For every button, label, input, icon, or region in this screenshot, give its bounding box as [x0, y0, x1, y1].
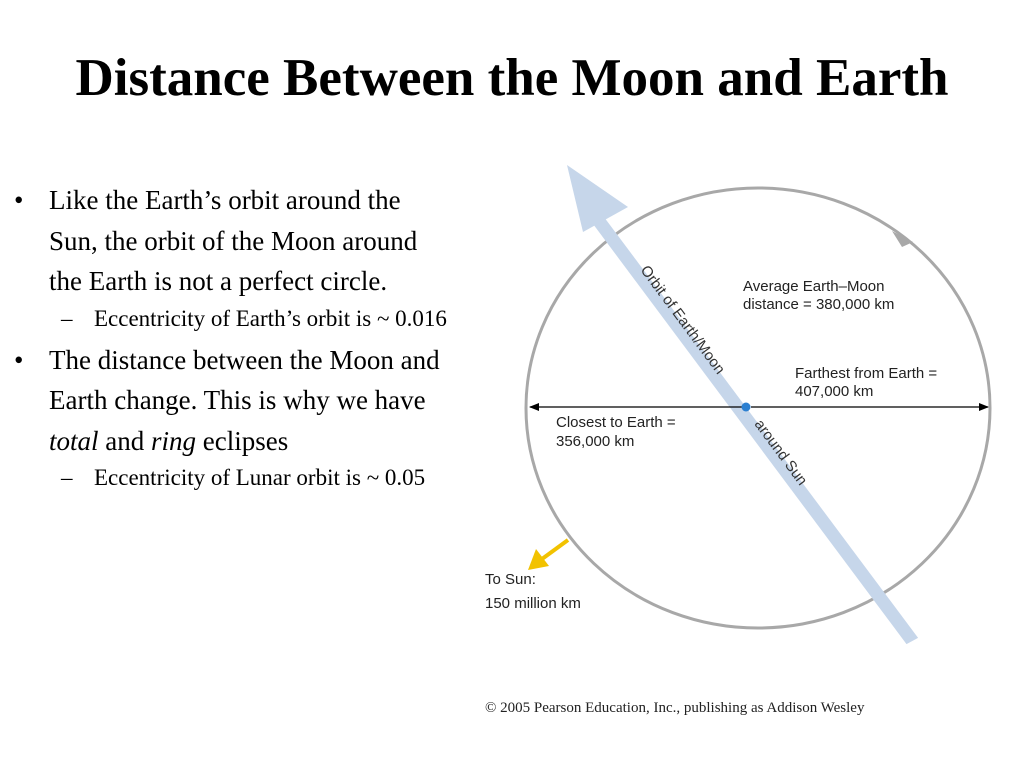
farthest-distance-label-line2: 407,000 km [795, 383, 874, 400]
bullet-italic-word: ring [151, 425, 197, 456]
average-distance-label-line2: distance = 380,000 km [743, 296, 895, 313]
bullet-list [14, 180, 454, 499]
sub-bullet-marker: – [61, 305, 73, 331]
closest-distance-label-line1: Closest to Earth = [556, 414, 676, 431]
sun-direction-arrow-icon [528, 540, 568, 570]
band-label-top: Orbit of Earth/Moon [636, 262, 729, 378]
sub-bullet-marker: – [61, 465, 73, 490]
farthest-distance-label-line1: Farthest from Earth = [795, 365, 938, 382]
bullet-text-part: and [98, 425, 151, 456]
sun-distance-label-line2: 150 million km [485, 595, 581, 612]
sub-bullet-list [49, 461, 454, 495]
earth-dot [742, 403, 751, 412]
sub-bullet-text: Eccentricity of Earth’s orbit is ~ 0.016 [94, 305, 447, 331]
bullet-item [14, 180, 454, 336]
copyright-notice: © 2005 Pearson Education, Inc., publishing as Addison Wesley [485, 700, 865, 716]
band-label-bottom: around Sun [750, 416, 811, 489]
lunar-orbit-circle [526, 188, 990, 628]
bullet-italic-word: total [49, 425, 99, 456]
earth-orbit-band-arrowhead-icon [567, 165, 628, 232]
closest-distance-label [556, 414, 680, 450]
average-distance-label [743, 278, 894, 313]
bullet-item [14, 340, 454, 496]
slide-title: Distance Between the Moon and Earth [75, 49, 949, 107]
orbit-direction-arrow-icon [892, 231, 913, 247]
bullet-text-part: The distance between the Moon and Earth change. This is why we have [49, 344, 440, 415]
farthest-distance-label [795, 365, 941, 400]
bullet-marker: • [14, 185, 24, 215]
sun-distance-label [485, 571, 581, 612]
bullet-text [49, 345, 440, 456]
sub-bullet-item [49, 302, 454, 336]
sub-bullet-list [49, 302, 454, 336]
closest-distance-label-line2: 356,000 km [556, 433, 635, 450]
bullet-marker: • [14, 344, 24, 375]
sub-bullet-text: Eccentricity of Lunar orbit is ~ 0.05 [94, 465, 426, 490]
sun-distance-label-line1: To Sun: [485, 571, 536, 588]
average-distance-label-line1: Average Earth–Moon [743, 278, 885, 295]
bullet-text: Like the Earth’s orbit around the Sun, the orbit of the Moon around the Earth is not a perfect circle. [49, 185, 418, 296]
bullet-text-part: eclipses [196, 425, 289, 456]
orbit-diagram [470, 150, 1024, 670]
sub-bullet-item [49, 461, 454, 495]
